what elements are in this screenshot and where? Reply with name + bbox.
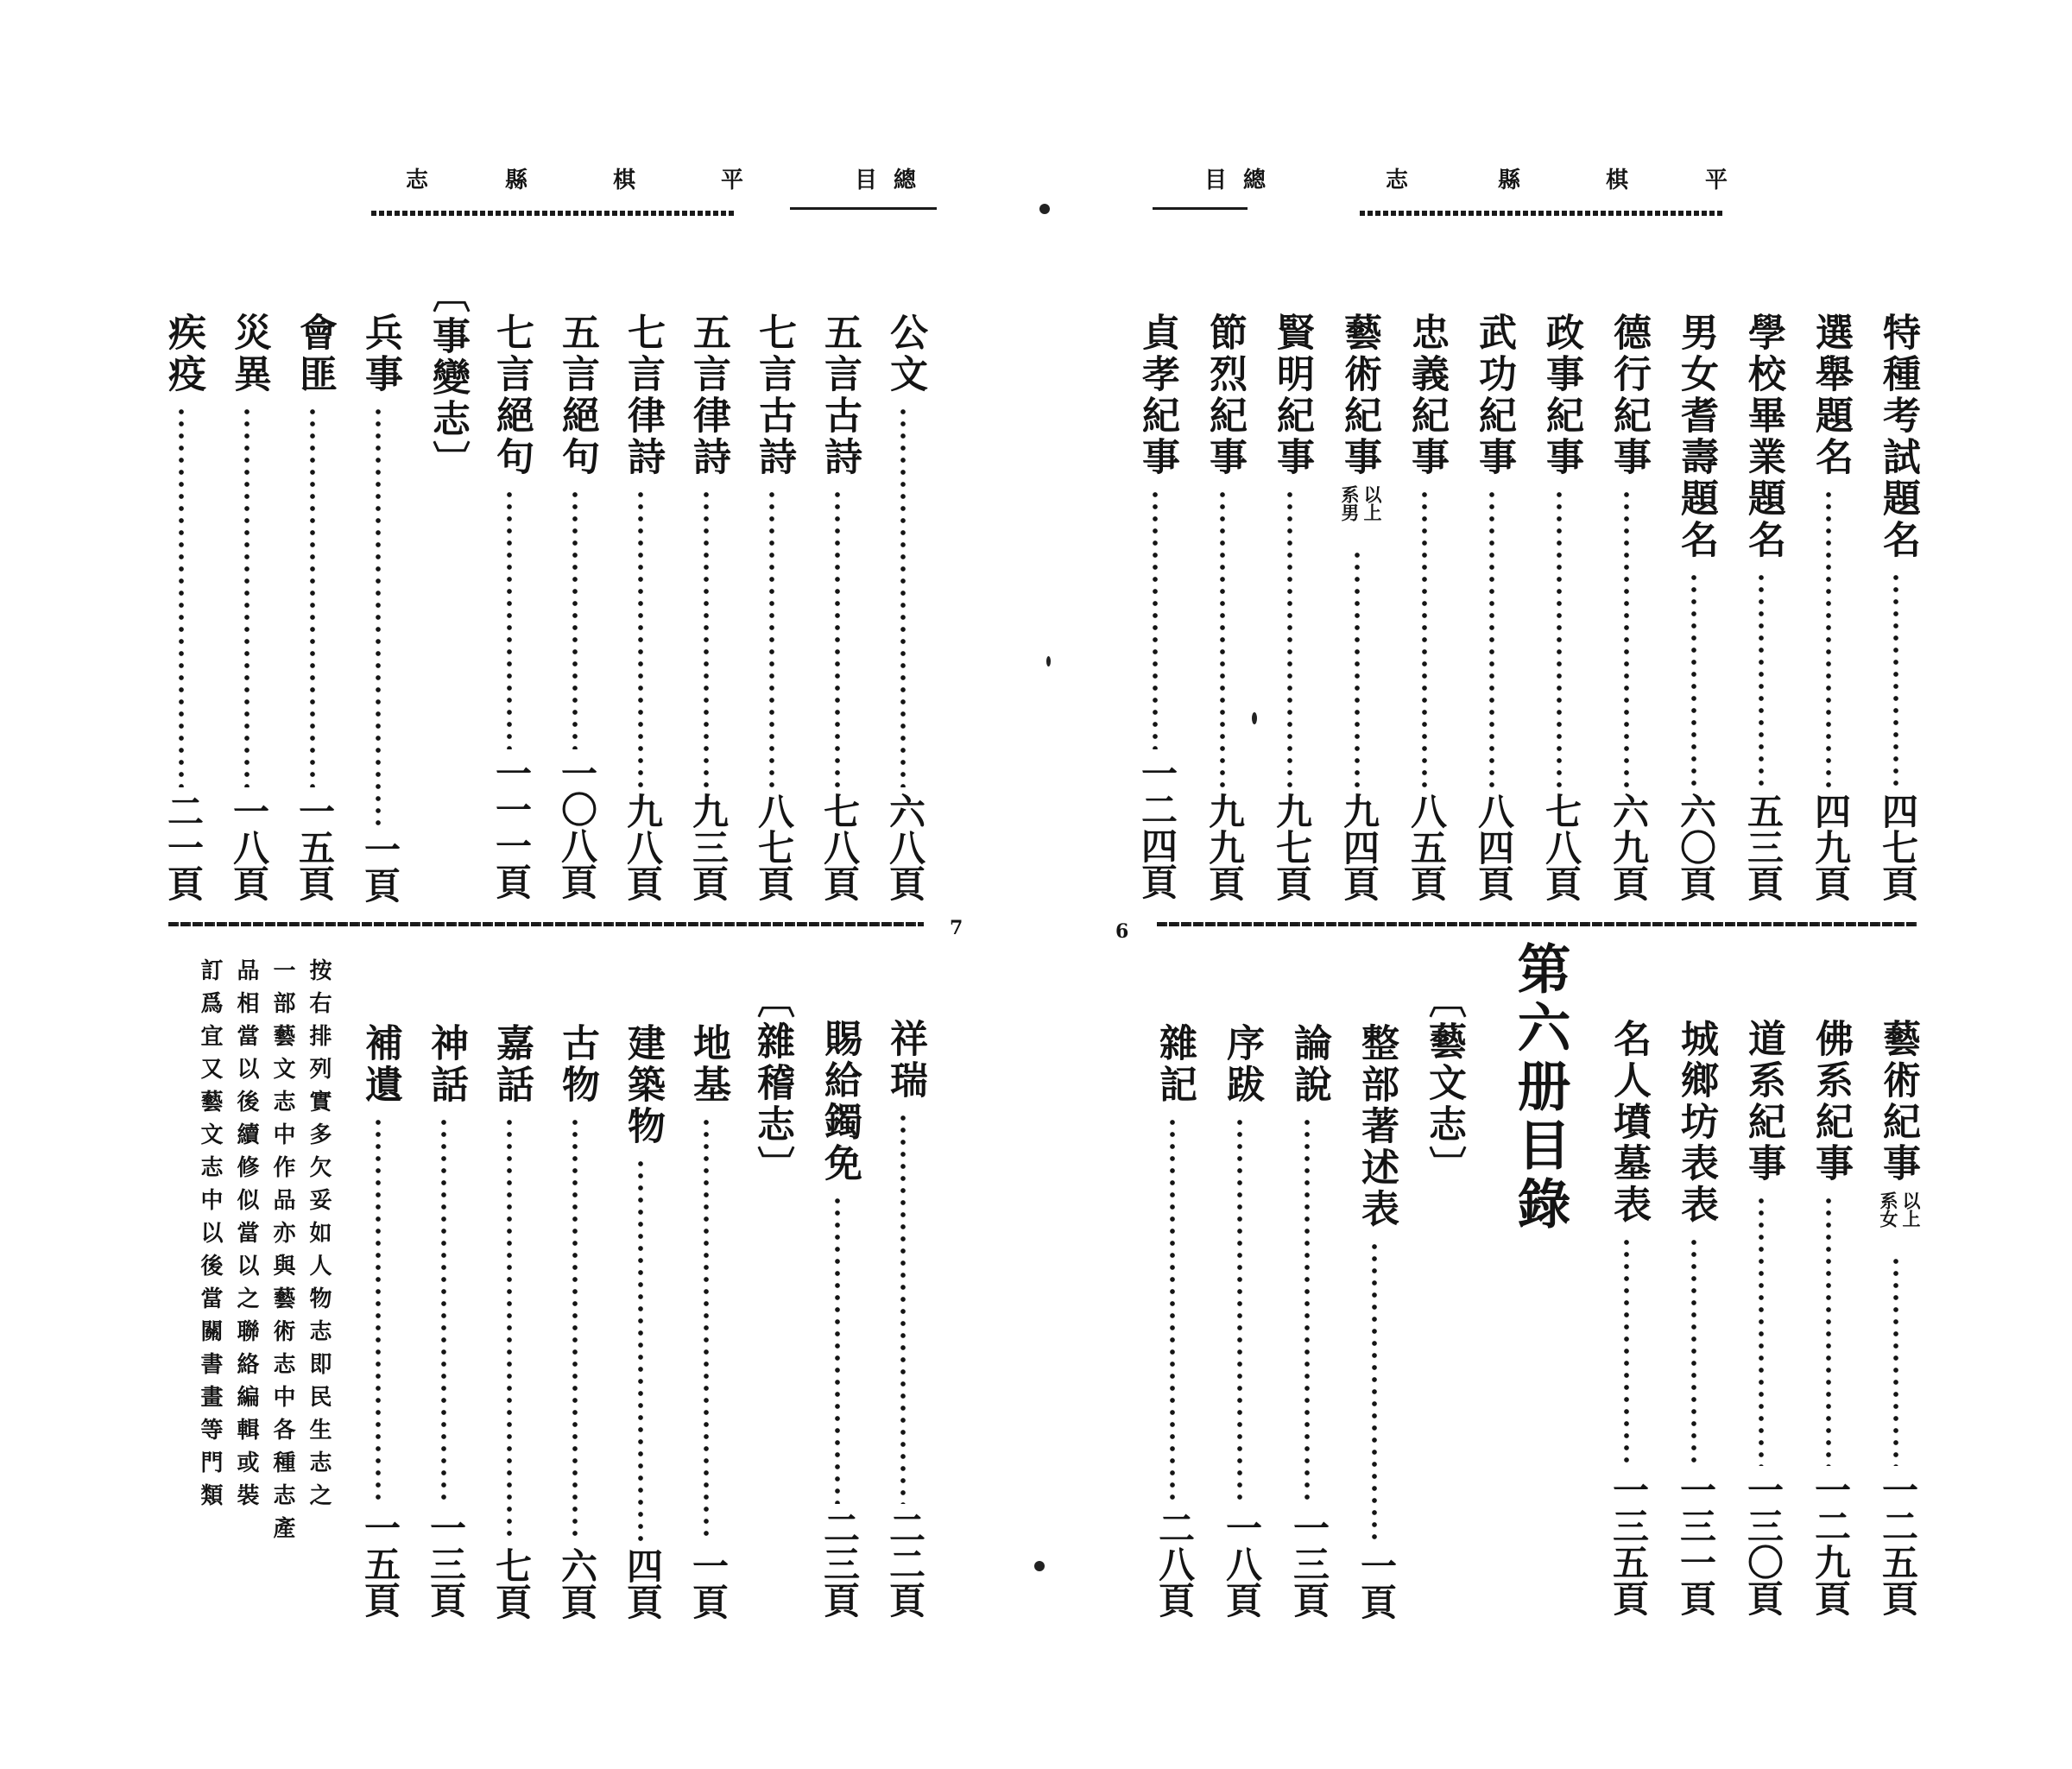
leader-dots [834,489,841,787]
header-char: 目 [855,167,878,193]
leader-dots [1892,1255,1899,1466]
toc-entry-note: 以上系男 [1339,485,1383,521]
toc-entry[interactable] [684,313,732,907]
toc-entry-title: 選舉題名 [1809,313,1853,478]
toc-entry-title: 德行紀事 [1607,313,1651,478]
toc-entry-title: 雜記 [1153,1023,1197,1106]
toc-entry[interactable] [487,313,535,907]
toc-entry-page: 八四頁 [1473,793,1515,901]
toc-entry-page: 一二五頁 [1877,1471,1919,1616]
toc-entry-page: 一五頁 [359,1509,401,1618]
toc-entry[interactable] [1217,1023,1266,1623]
toc-entry[interactable] [1200,313,1248,907]
toc-entry[interactable] [553,1023,601,1623]
leader-dots [506,489,513,749]
toc-entry-page: 一二四頁 [1136,755,1178,900]
toc-entry-title: 地基 [686,1023,730,1106]
toc-entry-page: 二一頁 [162,793,205,901]
leader-dots [1690,1236,1697,1466]
leader-dots [178,406,185,787]
toc-entry-page: 七八頁 [1540,793,1582,901]
header-char: 縣 [1498,167,1521,193]
toc-entry[interactable] [815,313,863,907]
toc-entry-title: 災異 [227,313,271,395]
toc-entry[interactable] [1671,1019,1720,1623]
toc-entry-title: 建築物 [621,1023,665,1147]
page-number-right: 6 [1115,920,1129,943]
toc-entry[interactable] [421,1023,470,1623]
leader-dots [1758,1195,1765,1466]
toc-entry-page: 一三頁 [425,1509,467,1618]
toc-entry-title: 論說 [1287,1023,1331,1106]
toc-entry-title: 祥瑞 [883,1019,927,1102]
toc-entry-page: 一頁 [687,1547,730,1620]
toc-entry-title: 賜給鐲免 [818,1019,862,1185]
leader-dots [1690,572,1697,787]
toc-entry-page: 一五頁 [294,793,336,901]
leader-dots [1304,1116,1311,1504]
toc-entry-title: 武功紀事 [1472,313,1516,478]
toc-entry-title: 忠義紀事 [1405,313,1449,478]
header-char: 總 [894,167,917,193]
toc-entry[interactable] [1537,313,1585,907]
toc-entry-page: 一一一頁 [490,755,533,900]
toc-entry[interactable] [356,313,404,907]
header-char: 棋 [613,167,636,193]
toc-entry[interactable] [1267,313,1316,907]
right-page-header [1153,167,1728,221]
toc-entry-title: 七言絕句 [490,313,534,478]
toc-entry[interactable] [487,1023,535,1623]
section-heading-yiwen: 〔藝文志〕 [1422,980,1466,1187]
toc-entry-page: 一三〇頁 [1742,1471,1785,1616]
toc-entry-title: 補遺 [358,1023,402,1106]
binding-dot [1039,204,1050,214]
toc-entry[interactable] [749,313,798,907]
toc-entry-title: 節烈紀事 [1203,313,1247,478]
toc-entry[interactable] [159,313,207,907]
header-char: 志 [406,167,429,193]
leader-dots [703,1116,710,1542]
toc-entry-page: 九四頁 [1338,793,1380,901]
toc-entry-note: 以上系女 [1878,1191,1922,1228]
leader-dots [1825,1195,1832,1466]
leader-dots [637,1158,644,1542]
toc-entry[interactable] [618,1023,666,1623]
toc-entry-title: 賢明紀事 [1270,313,1314,478]
volume-title: 第六册目錄 [1508,941,1571,1235]
toc-entry-page: 四七頁 [1877,793,1919,901]
toc-entry-title: 公文 [883,313,927,395]
toc-entry-page: 六九頁 [1608,793,1650,901]
toc-entry[interactable] [618,313,666,907]
toc-entry-title: 七言律詩 [621,313,665,478]
leader-dots [1169,1116,1176,1504]
toc-entry-title: 序跋 [1220,1023,1264,1106]
binding-dot [1252,712,1257,724]
toc-entry[interactable] [1806,1019,1854,1623]
middle-rule-left [168,922,924,926]
leader-dots [1825,489,1832,787]
toc-entry-page: 一三五頁 [1608,1471,1650,1616]
toc-entry[interactable] [356,1023,404,1623]
leader-dots [1421,489,1428,787]
toc-entry[interactable] [1402,313,1450,907]
leader-dots [572,489,578,749]
leader-dots [900,406,906,787]
toc-entry-page: 一三頁 [1288,1509,1330,1618]
closing-note-column: 品相當以後續修似當以之聯絡編輯或裝 [233,958,259,1516]
toc-entry[interactable] [881,313,929,907]
toc-entry-page: 六頁 [556,1547,598,1620]
toc-entry-page: 一頁 [1355,1547,1398,1620]
header-char: 棋 [1606,167,1629,193]
toc-entry-title: 五言古詩 [818,313,862,478]
leader-dots [1286,489,1293,787]
leader-dots [1236,1116,1243,1504]
toc-entry[interactable] [290,313,338,907]
closing-note-column: 訂爲宜又藝文志中以後當關書畫等門類 [197,958,223,1516]
toc-entry[interactable] [1150,1023,1198,1623]
leader-dots [1758,572,1765,787]
header-char: 縣 [505,167,528,193]
toc-entry-title: 兵事 [358,313,402,395]
toc-entry-title: 疾疫 [161,313,205,395]
toc-entry-title: 五言律詩 [686,313,730,478]
leader-dots [506,1116,513,1542]
toc-entry-title: 七言古詩 [752,313,796,478]
toc-entry-page: 九九頁 [1203,793,1246,901]
leader-dots [834,1195,841,1504]
leader-dots [1354,549,1361,787]
toc-entry-page: 一八頁 [228,793,270,901]
page-number-left: 7 [950,917,963,939]
toc-entry-page: 二二頁 [884,1509,926,1618]
toc-entry-page: 九三頁 [687,793,730,901]
toc-entry[interactable] [1133,313,1181,907]
toc-entry-title: 道系紀事 [1741,1019,1785,1185]
toc-entry[interactable] [1469,313,1518,907]
toc-entry-title: 神話 [424,1023,468,1106]
toc-entry-page: 八七頁 [753,793,795,901]
toc-entry[interactable] [1739,1019,1787,1623]
leader-dots [703,489,710,787]
toc-entry[interactable] [1873,1019,1922,1623]
toc-entry[interactable] [1335,313,1383,907]
leader-dots [1371,1241,1378,1542]
leader-dots [900,1112,906,1504]
header-char: 平 [1705,167,1728,193]
toc-entry[interactable] [815,1019,863,1623]
toc-entry-page: 六〇頁 [1675,793,1717,901]
toc-entry-page: 七八頁 [818,793,861,901]
left-page-header [371,169,941,221]
toc-entry[interactable] [1352,1023,1400,1623]
toc-entry-page: 六八頁 [884,793,926,901]
binding-dot [1034,1561,1045,1571]
leader-dots [768,489,775,787]
toc-entry-title: 男女耆壽題名 [1674,313,1718,561]
toc-entry-title: 貞孝紀事 [1135,313,1179,478]
toc-entry-title: 特種考試題名 [1876,313,1920,561]
leader-dots [1488,489,1495,787]
header-rule [790,207,937,210]
toc-entry-page: 一頁 [359,831,401,903]
section-heading-shibian: 〔事變志〕 [426,275,470,482]
toc-entry-page: 四頁 [622,1547,664,1620]
leader-dots [440,1116,447,1504]
leader-dots [572,1116,578,1542]
header-rule [371,211,734,216]
toc-entry-page: 二八頁 [1153,1509,1196,1618]
middle-rule-right [1157,922,1917,926]
binding-dot [1046,656,1051,667]
header-char: 平 [721,167,744,193]
leader-dots [1892,572,1899,787]
leader-dots [1623,1236,1630,1466]
toc-entry-title: 佛系紀事 [1809,1019,1853,1185]
leader-dots [309,406,316,787]
leader-dots [637,489,644,787]
toc-entry-title: 名人墳墓表 [1607,1019,1651,1226]
toc-entry-title: 整部著述表 [1355,1023,1399,1230]
toc-entry-page: 七頁 [490,1547,533,1620]
section-heading-zaji: 〔雜稽志〕 [750,980,794,1187]
leader-dots [1152,489,1159,749]
toc-entry-page: 九七頁 [1271,793,1313,901]
toc-entry[interactable] [1604,1019,1652,1623]
toc-entry-page: 八五頁 [1406,793,1448,901]
header-char: 目 [1204,167,1228,193]
toc-entry[interactable] [224,313,273,907]
toc-entry[interactable] [1873,313,1922,907]
toc-entry-title: 嘉話 [490,1023,534,1106]
toc-entry[interactable] [1671,313,1720,907]
toc-entry-page: 五三頁 [1742,793,1785,901]
leader-dots [1219,489,1226,787]
toc-entry[interactable] [684,1023,732,1623]
toc-entry-page: 九八頁 [622,793,664,901]
toc-entry-page: 一二九頁 [1810,1471,1852,1616]
closing-note-column: 一部藝文志中作品亦與藝術志中各種志產 [269,958,295,1549]
leader-dots [1623,489,1630,787]
toc-entry[interactable] [1604,313,1652,907]
leader-dots [243,406,250,787]
header-rule [1360,211,1722,216]
toc-entry-title: 城鄉坊表表 [1674,1019,1718,1226]
toc-entry-page: 四九頁 [1810,793,1852,901]
toc-entry[interactable] [1285,1023,1333,1623]
toc-entry-title: 會匪 [293,313,337,395]
toc-entry-title: 藝術紀事 [1876,1019,1920,1185]
toc-entry-title: 五言絕句 [555,313,599,478]
toc-entry-page: 一八頁 [1221,1509,1263,1618]
leader-dots [375,406,382,825]
toc-entry[interactable] [881,1019,929,1623]
toc-entry-title: 政事紀事 [1539,313,1583,478]
closing-note-column: 按右排列實多欠妥如人物志即民生志之 [306,958,332,1516]
toc-entry-title: 藝術紀事 [1337,313,1381,478]
header-rule [1153,207,1248,210]
toc-entry[interactable] [1739,313,1787,907]
toc-entry-title: 古物 [555,1023,599,1106]
toc-entry-title: 學校畢業題名 [1741,313,1785,561]
leader-dots [1556,489,1563,787]
toc-entry-page: 一三一頁 [1675,1471,1717,1616]
toc-entry[interactable] [553,313,601,907]
leader-dots [375,1116,382,1504]
toc-entry-page: 一〇八頁 [556,755,598,900]
toc-entry[interactable] [1806,313,1854,907]
header-char: 志 [1386,167,1409,193]
header-char: 總 [1243,167,1267,193]
toc-entry-page: 二三頁 [818,1509,861,1618]
